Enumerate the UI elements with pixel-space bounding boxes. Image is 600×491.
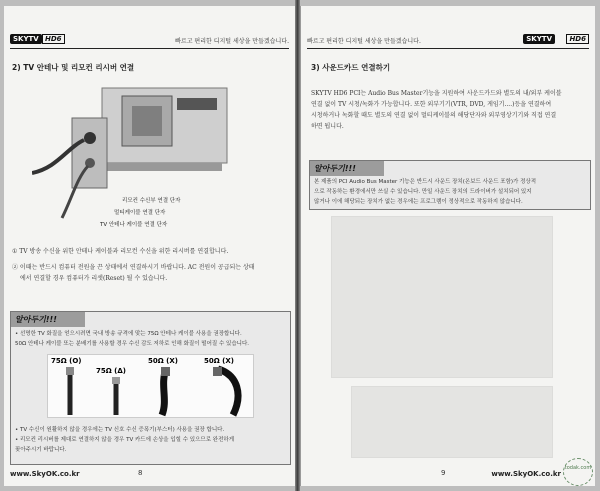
callout-multicable: 멀티케이블 연결 단자 xyxy=(114,210,166,216)
cable-label-2: 75Ω (Δ) xyxy=(96,367,126,375)
header-tagline-right: 빠르고 편리한 디지털 세상을 만들겠습니다. xyxy=(307,38,421,45)
cable-label-3: 50Ω (X) xyxy=(148,357,178,365)
background-panel xyxy=(331,216,553,378)
cable-photo-strip xyxy=(47,354,254,418)
model-logo: HD6 xyxy=(42,34,65,44)
brand-logo: SKYTV xyxy=(10,34,42,44)
sound-paragraph: SKYTV HD6 PCI는 Audio Bus Master기능을 지원하여 사운드카드와 별도의 내/외부 케이블 연결 없이 TV 시청/녹화가 가능합니다. 또한 외부기기(VTR, DVD, 게임기....)등을 연결하여 시청하거나 녹화할 때도 별도의 연결 없이 멀티케이블의 해당단자와 외부영상기기와 직접 연결 하면 됩니다. xyxy=(311,90,562,130)
section-title-antenna: 2) TV 안테나 및 리모컨 리시버 연결 xyxy=(12,63,135,72)
note-box-left xyxy=(10,311,291,465)
note-top-text: • 선명한 TV 화질을 얻으시려면 국내 방송 규격에 맞는 75Ω 안테나 케이블 사용을 권장합니다. 50Ω 안테나 케이블 또는 분배기를 사용할 경우 수신 감도 저하로 인해 화질이 떨어질 수 있습니다. xyxy=(15,331,250,347)
note-box-right xyxy=(309,160,591,210)
step-2: ② 이때는 반드시 컴퓨터 전원을 끈 상태에서 연결하시기 바랍니다. AC 전원이 공급되는 상태 xyxy=(12,264,255,271)
cable-images xyxy=(48,355,253,417)
page-number-right: 9 xyxy=(441,469,446,477)
background-panel-lower xyxy=(351,386,553,458)
brand-logo-right: SKYTV xyxy=(523,34,555,44)
header-tagline: 빠르고 편리한 디지털 세상을 만들겠습니다. xyxy=(175,38,289,45)
step-1: ① TV 방송 수신을 위한 안테나 케이블과 리모컨 수신을 위한 리시버를 연결합니다. xyxy=(12,248,229,255)
callout-remote-receiver: 리모컨 수신부 연결 단자 xyxy=(122,198,181,204)
note-heading-right: 알아두기!!! xyxy=(310,161,384,176)
section-title-sound: 3) 사운드카드 연결하기 xyxy=(311,63,391,72)
note-right-text: 본 제품의 PCI Audio Bus Master 기능은 반드시 사운드 장치(온보드 사운드 포함)가 정상적 으로 작동하는 환경에서만 쓰실 수 있습니다. 만일 사운드 장치의 드라이버가 설치되어 있지 않거나 이에 해당되는 장치가 없는 경우에는 프로그램이 정상적으로 작동하지 않습니다. xyxy=(314,179,537,205)
page-number-left: 8 xyxy=(138,469,143,477)
footer-url-left[interactable]: www.SkyOK.co.kr xyxy=(10,470,80,478)
note-bottom-text: • TV 수신이 원활하지 않을 경우에는 TV 신호 수신 증폭기(부스터) 사용을 권장 합니다. • 리모컨 리시버를 제대로 연결하지 않을 경우 TV 카드에 손상을 입힐 수 있으므로 완전하게 꽂아주시기 바랍니다. xyxy=(15,427,235,453)
tv-card-photo xyxy=(32,78,232,228)
cable-label-1: 75Ω (O) xyxy=(51,357,82,365)
steps-text xyxy=(12,246,288,284)
watermark-stamp: todak.com xyxy=(563,458,593,486)
right-page xyxy=(300,6,595,486)
note-heading: 알아두기!!! xyxy=(11,312,85,327)
footer-url-right[interactable]: www.SkyOK.co.kr xyxy=(491,470,561,478)
right-header xyxy=(307,34,589,49)
model-logo-right: HD6 xyxy=(566,34,589,44)
cable-label-4: 50Ω (X) xyxy=(204,357,234,365)
left-page xyxy=(4,6,296,486)
left-header xyxy=(10,34,289,49)
callout-antenna: TV 안테나 케이블 연결 단자 xyxy=(100,222,168,228)
step-2-cont: 에서 연결할 경우 컴퓨터가 리셋(Reset) 될 수 있습니다. xyxy=(20,275,168,282)
